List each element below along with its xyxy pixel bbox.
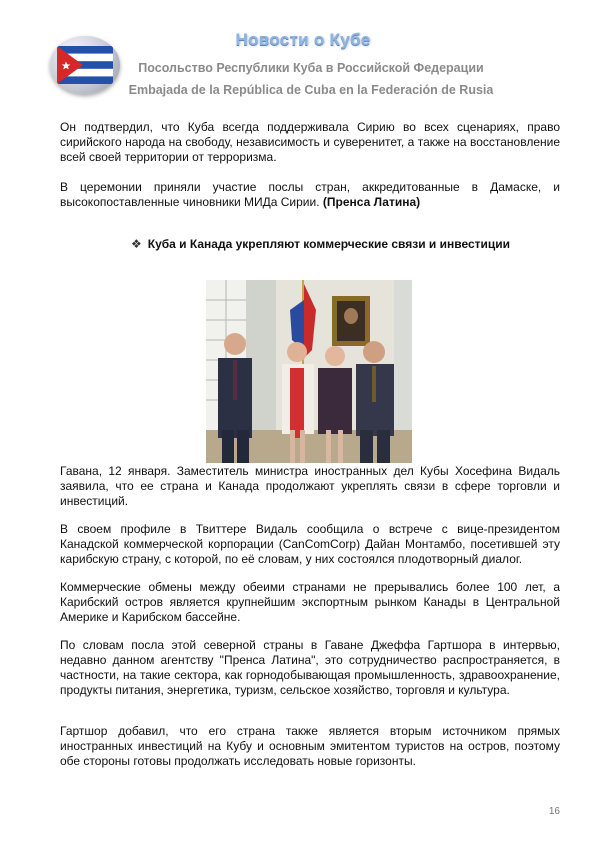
embassy-name-spanish: Embajada de la República de Cuba en la Federación de Rusia — [128, 83, 494, 97]
article-paragraph: Гартшор добавил, что его страна также является вторым источником прямых иностранных инвестиций на Кубу и основным эмитентом туристов на остров, поэтому обе стороны готовы продолжать исследовать новые горизонты. — [60, 724, 560, 768]
paragraph-text: В церемонии приняли участие послы стран, аккредитованные в Дамаске, и высокопоставленные чиновники МИДа Сирии. — [60, 180, 560, 209]
article-paragraph: По словам посла этой северной страны в Гаване Джеффа Гартшора в интервью, недавно данном агентству "Пренса Латина", это сотрудничество распространяется, в частности, на такие сектора, как горнодобывающая промышленность, здравоохранение, продукты питания, энергетика, туризм, сельское хозяйство, торговля и культура. — [60, 638, 560, 697]
page-number: 16 — [548, 806, 560, 817]
article-paragraph: Он подтвердил, что Куба всегда поддерживала Сирию во всех сценариях, право сирийского народа на свободу, независимость и суверенитет, а также на восстановление всей своей территории от терроризма. — [60, 120, 560, 164]
embassy-name-russian: Посольство Республики Куба в Российской Федерации — [138, 61, 484, 75]
article-photo — [206, 280, 412, 463]
article-paragraph: Коммерческие обмены между обеими странами не прерывались более 100 лет, а Карибский остров является крупнейшим экспортным рынком Канады в Центральной Америке и Карибском бассейне. — [60, 580, 560, 624]
diamond-bullet-icon: ❖ — [131, 237, 142, 251]
article-heading — [131, 237, 510, 251]
article-paragraph — [60, 180, 560, 210]
article-paragraph: Гавана, 12 января. Заместитель министра иностранных дел Кубы Хосефина Видаль заявила, что ее страна и Канада продолжают укреплять связи в сфере торговли и инвестиций. — [60, 464, 560, 508]
heading-text: Куба и Канада укрепляют коммерческие связи и инвестиции — [147, 237, 511, 251]
news-source: (Пренса Латина) — [322, 195, 421, 209]
article-paragraph: В своем профиле в Твиттере Видаль сообщила о встрече с вице-президентом Канадской коммерческой корпорации (CanComCorp) Дайан Монтамбо, посетившей эту карибскую страну, с которой, по её словам, у них состоялся плодотворный диалог. — [60, 522, 560, 566]
newsletter-title: Новости о Кубе — [235, 30, 371, 49]
article-syria-continuation — [60, 120, 560, 210]
page-header — [0, 0, 606, 110]
